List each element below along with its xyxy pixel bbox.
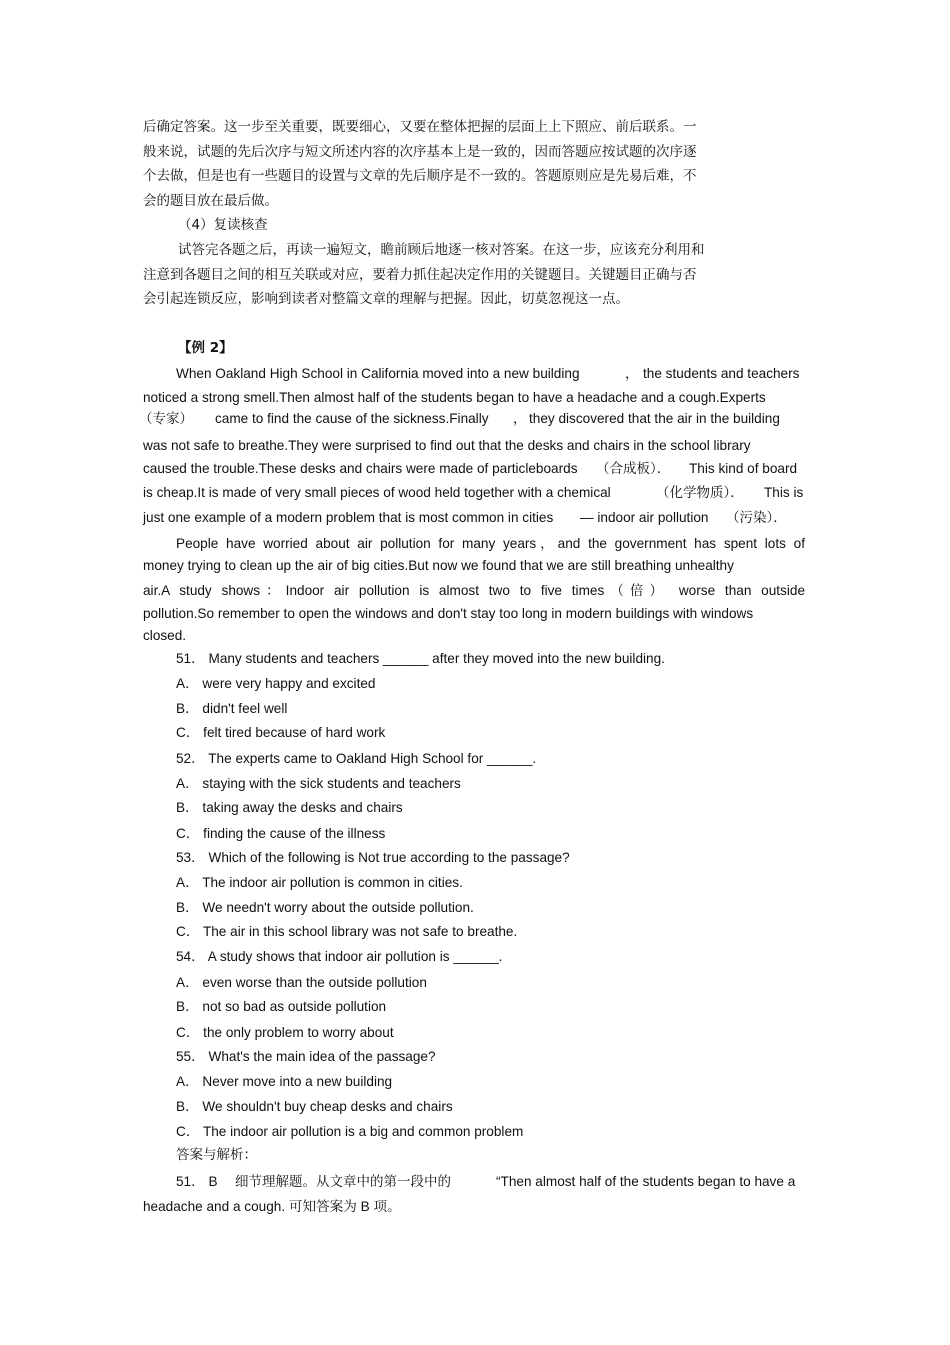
question-option: C． The indoor air pollution is a big and common problem [176,1124,524,1139]
passage-text: ， [625,366,639,381]
question-option: A． were very happy and excited [176,676,376,691]
question-option: B． taking away the desks and chairs [176,800,403,815]
step4-title: （4）复读核查 [178,217,268,233]
passage-text: — indoor air pollution [580,510,709,525]
example-label: 【例 2】 [178,340,233,356]
question-option: B． We shouldn't buy cheap desks and chairs [176,1099,453,1114]
question-option: C． The air in this school library was not safe to breathe. [176,924,518,939]
intro-line: 后确定答案。这一步至关重要，既要细心，又要在整体把握的层面上上下照应、前后联系。一 [143,119,697,135]
passage-text: is cheap.It is made of very small pieces of wood held together with a chemical [143,485,611,500]
passage-text: caused the trouble.These desks and chairs were made of particleboards [143,461,578,476]
question-stem: 52． The experts came to Oakland High School for ______. [176,751,537,766]
question-option: B． We needn't worry about the outside pollution. [176,900,474,915]
question-option: B． didn't feel well [176,701,288,716]
passage-text: When Oakland High School in California moved into a new building [176,366,580,381]
passage-text: noticed a strong smell.Then almost half of the students began to have a headache and a cough.Experts [143,390,766,405]
passage-text: People have worried about air pollution for many years，and the government has spent lots of [176,536,805,551]
answer-number: 51． B [176,1174,218,1189]
question-option: A． even worse than the outside pollution [176,975,427,990]
step4-line: 试答完各题之后，再读一遍短文，瞻前顾后地逐一核对答案。在这一步，应该充分利用和 [178,242,705,258]
answers-title: 答案与解析： [176,1147,257,1163]
passage-gloss: （专家） [139,411,193,427]
passage-text: This kind of board [689,461,798,476]
intro-line: 会的题目放在最后做。 [143,193,278,209]
question-option: A． Never move into a new building [176,1074,393,1089]
question-option: B． not so bad as outside pollution [176,999,387,1014]
passage-text: was not safe to breathe.They were surprised to find out that the desks and chairs in the school library [143,438,751,453]
passage-text: just one example of a modern problem that is most common in cities [143,510,554,525]
question-stem: 55． What's the main idea of the passage? [176,1049,436,1064]
answer-explanation: 细节理解题。从文章中的第一段中的 [235,1174,451,1190]
question-stem: 53． Which of the following is Not true according to the passage? [176,850,570,865]
passage-text: pollution.So remember to open the windows and don't stay too long in modern buildings with windows [143,606,754,621]
question-option: C． finding the cause of the illness [176,826,386,841]
question-stem: 51． Many students and teachers ______ after they moved into the new building. [176,651,665,666]
passage-text: they discovered that the air in the building [529,411,780,426]
question-option: C． the only problem to worry about [176,1025,394,1040]
step4-line: 注意到各题目之间的相互关联或对应，要着力抓住起决定作用的关键题目。关键题目正确与否 [143,267,697,283]
answer-explanation: headache and a cough. 可知答案为 B 项。 [143,1199,401,1214]
passage-text: money trying to clean up the air of big cities.But now we found that we are still breathing unhealthy [143,558,734,573]
passage-text: the students and teachers [643,366,800,381]
passage-gloss: （化学物质）． [656,485,744,501]
question-stem: 54． A study shows that indoor air pollution is ______. [176,949,503,964]
passage-text: This is [764,485,804,500]
question-option: C． felt tired because of hard work [176,725,386,740]
passage-text: air.A study shows：Indoor air pollution is almost two to five times（倍） worse than outside [143,583,805,598]
passage-text: came to find the cause of the sickness.Finally [215,411,489,426]
passage-gloss: （合成板）． [596,461,671,477]
intro-line: 般来说，试题的先后次序与短文所述内容的次序基本上是一致的，因而答题应按试题的次序逐 [143,144,697,160]
answer-quote: “Then almost half of the students began to have a [496,1174,796,1189]
passage-text: ， [513,411,527,426]
question-option: A． staying with the sick students and teachers [176,776,461,791]
step4-line: 会引起连锁反应，影响到读者对整篇文章的理解与把握。因此，切莫忽视这一点。 [143,291,629,307]
intro-line: 个去做，但是也有一些题目的设置与文章的先后顺序是不一致的。答题原则应是先易后难，不 [143,168,697,184]
question-option: A． The indoor air pollution is common in cities. [176,875,463,890]
passage-gloss: （污染）． [726,510,787,526]
passage-text: closed. [143,628,187,643]
